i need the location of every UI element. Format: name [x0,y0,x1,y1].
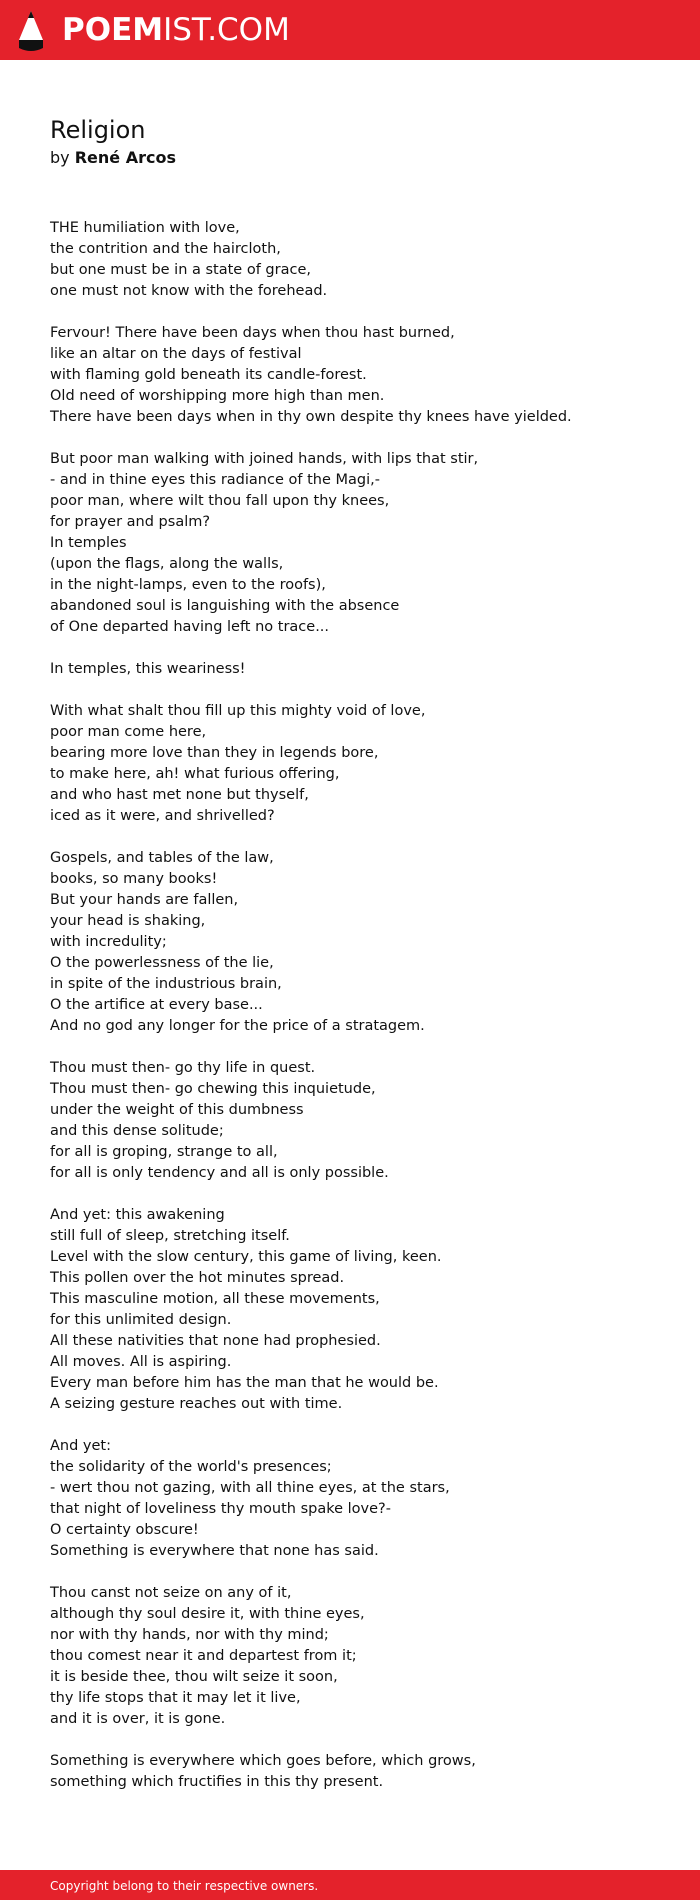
poem-line: in spite of the industrious brain, [50,976,282,992]
poem-line: But your hands are fallen, [50,892,239,908]
poem-line: nor with thy hands, nor with thy mind; [50,1627,329,1643]
poem-line: for this unlimited design. [50,1312,232,1328]
poem-line: Level with the slow century, this game of living, keen. [50,1249,442,1265]
logo-text-light: IST.COM [163,12,290,48]
poem-byline [50,147,176,169]
poem-line: Gospels, and tables of the law, [50,850,274,866]
poem-line: Fervour! There have been days when thou hast burned, [50,325,455,341]
poem-line: Every man before him has the man that he would be. [50,1375,439,1391]
pencil-tip-icon[interactable] [18,10,44,52]
poem-line: And yet: [50,1438,111,1454]
poem-stanza [50,323,670,428]
poem-line: With what shalt thou fill up this mighty void of love, [50,703,426,719]
poem-line: iced as it were, and shrivelled? [50,808,275,824]
poem-line: poor man, where wilt thou fall upon thy knees, [50,493,390,509]
poem-line: like an altar on the days of festival [50,346,302,362]
poem-line: All these nativities that none had prophesied. [50,1333,381,1349]
poem-line: O the powerlessness of the lie, [50,955,274,971]
poem-line: something which fructifies in this thy present. [50,1774,384,1790]
logo-text-bold: POEM [62,12,164,48]
poem-body [50,218,670,1814]
poem-line: A seizing gesture reaches out with time. [50,1396,343,1412]
poem-line: O certainty obscure! [50,1522,199,1538]
poem-line: with flaming gold beneath its candle-forest. [50,367,367,383]
poem-line: bearing more love than they in legends bore, [50,745,379,761]
poem-line: Something is everywhere that none has said. [50,1543,379,1559]
author-name: René Arcos [74,148,176,167]
poem-title: Religion [50,116,146,144]
poem-line: Old need of worshipping more high than men. [50,388,385,404]
poem-line: but one must be in a state of grace, [50,262,311,278]
poem-line: for all is groping, strange to all, [50,1144,278,1160]
site-header [0,0,700,60]
copyright-text: Copyright belong to their respective owners. [50,1879,319,1893]
poem-line: All moves. All is aspiring. [50,1354,232,1370]
poem-line: the solidarity of the world's presences; [50,1459,332,1475]
poem-stanza [50,1751,670,1793]
poem-line: the contrition and the haircloth, [50,241,281,257]
poem-line: your head is shaking, [50,913,206,929]
poem-line: in the night-lamps, even to the roofs), [50,577,326,593]
poem-line: and this dense solitude; [50,1123,224,1139]
poem-stanza [50,218,670,302]
poem-line: still full of sleep, stretching itself. [50,1228,290,1244]
poem-line: Something is everywhere which goes before, which grows, [50,1753,476,1769]
poem-stanza [50,701,670,827]
poem-line: - and in thine eyes this radiance of the Magi,- [50,472,380,488]
poem-line: In temples, this weariness! [50,661,246,677]
poem-line: for prayer and psalm? [50,514,211,530]
poem-line: that night of loveliness thy mouth spake love?- [50,1501,391,1517]
poem-line: abandoned soul is languishing with the absence [50,598,400,614]
poem-line: one must not know with the forehead. [50,283,328,299]
poem-line: books, so many books! [50,871,218,887]
poem-line: under the weight of this dumbness [50,1102,304,1118]
poem-line: There have been days when in thy own despite thy knees have yielded. [50,409,572,425]
poem-line: In temples [50,535,127,551]
poem-line: to make here, ah! what furious offering, [50,766,340,782]
poem-line: Thou must then- go chewing this inquietude, [50,1081,376,1097]
poem-line: This pollen over the hot minutes spread. [50,1270,345,1286]
poem-line: Thou must then- go thy life in quest. [50,1060,316,1076]
poem-line: - wert thou not gazing, with all thine eyes, at the stars, [50,1480,450,1496]
poem-line: thy life stops that it may let it live, [50,1690,301,1706]
poem-stanza [50,1436,670,1562]
poem-stanza [50,1205,670,1415]
poem-stanza [50,1583,670,1730]
poem-line: But poor man walking with joined hands, with lips that stir, [50,451,479,467]
poem-line: (upon the flags, along the walls, [50,556,284,572]
site-footer [0,1870,700,1900]
poem-line: And yet: this awakening [50,1207,225,1223]
poem-stanza [50,1058,670,1184]
poem-line: it is beside thee, thou wilt seize it soon, [50,1669,338,1685]
site-logo-link[interactable] [62,10,290,50]
by-label: by [50,148,70,167]
poem-stanza [50,449,670,638]
poem-line: thou comest near it and departest from it; [50,1648,357,1664]
poem-line: although thy soul desire it, with thine eyes, [50,1606,365,1622]
poem-stanza [50,848,670,1037]
poem-stanza [50,659,670,680]
poem-line: and who hast met none but thyself, [50,787,309,803]
poem-line: of One departed having left no trace... [50,619,330,635]
poem-line: and it is over, it is gone. [50,1711,226,1727]
poem-line: for all is only tendency and all is only possible. [50,1165,389,1181]
poem-line: This masculine motion, all these movements, [50,1291,380,1307]
poem-line: Thou canst not seize on any of it, [50,1585,292,1601]
poem-line: THE humiliation with love, [50,220,240,236]
poem-line: with incredulity; [50,934,167,950]
poem-line: poor man come here, [50,724,207,740]
poem-line: And no god any longer for the price of a stratagem. [50,1018,425,1034]
poem-line: O the artifice at every base... [50,997,263,1013]
